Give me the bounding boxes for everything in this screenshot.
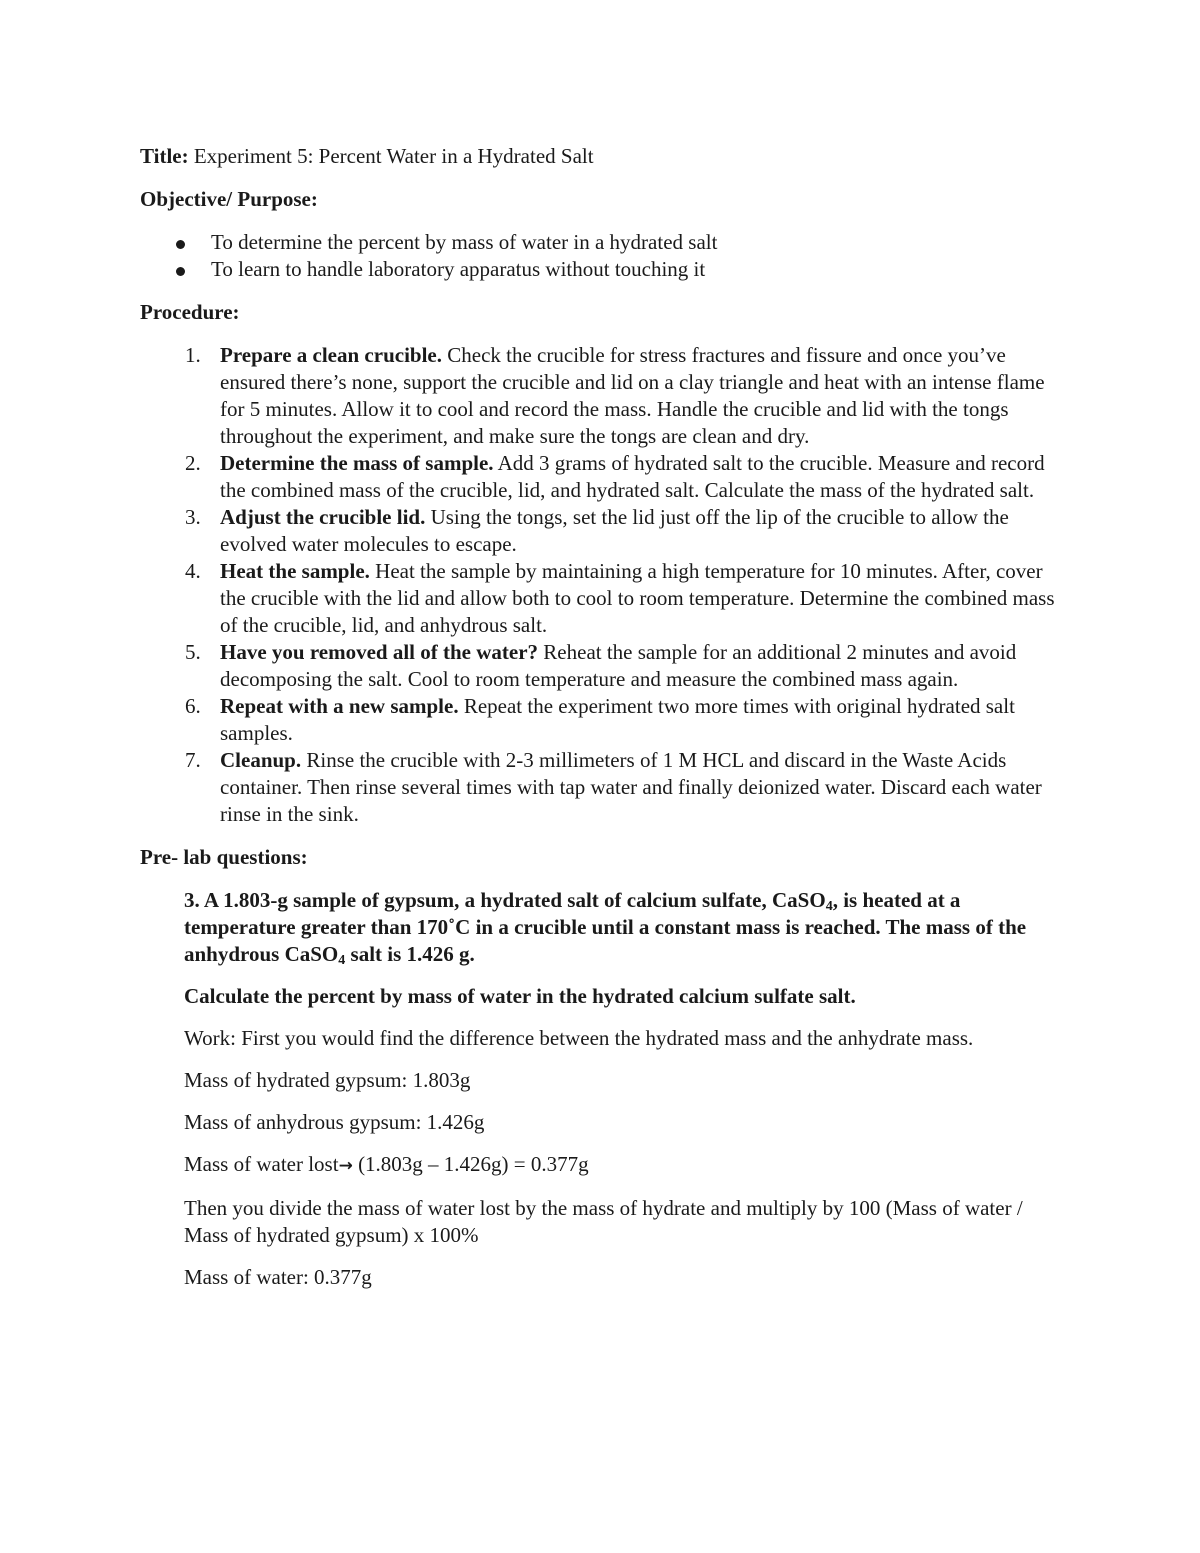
question-text: , is heated at a temperature greater than 170˚C in a crucible until a constant mass is reached. The mass of the anhydrous CaSO — [184, 888, 1027, 966]
procedure-heading: Procedure: — [140, 300, 240, 324]
objective-heading: Objective/ Purpose: — [140, 187, 318, 211]
procedure-step — [140, 747, 1070, 828]
step-title: Determine the mass of sample. — [220, 451, 494, 475]
step-number: 5. — [185, 640, 201, 664]
bullet-icon — [176, 240, 185, 249]
subscript: 4 — [825, 899, 833, 914]
prelab-heading: Pre- lab questions: — [140, 845, 308, 869]
work-text: Work: First you would find the difference between the hydrated mass and the anhydrate mass. — [184, 1026, 974, 1050]
step-text: Heat the sample by maintaining a high temperature for 10 minutes. After, cover the crucible with the lid and allow both to cool to room temperature. Determine the combined mass of the crucible, lid, and anhydrous salt. — [220, 559, 1055, 637]
step-text: Check the crucible for stress fractures and fissure and once you’ve ensured there’s none, support the crucible and lid on a clay triangle and heat with an intense flame for 5 minutes. Allow it to cool and record the mass. Handle the crucible and lid with the tongs throughout the experiment, and make sure the tongs are clean and dry. — [220, 343, 1045, 448]
prelab-task: Calculate the percent by mass of water in the hydrated calcium sulfate salt. — [184, 984, 856, 1008]
step-title: Prepare a clean crucible. — [220, 343, 442, 367]
step-text: Rinse the crucible with 2-3 millimeters of 1 M HCL and discard in the Waste Acids container. Then rinse several times with tap water and finally deionized water. Discard each water rinse in the sink. — [220, 748, 1042, 826]
list-item — [140, 256, 1070, 283]
procedure-step — [140, 558, 1070, 639]
water-lost-line — [184, 1151, 1070, 1180]
step-title: Adjust the crucible lid. — [220, 505, 426, 529]
prelab-body — [140, 887, 1070, 1291]
step-number: 6. — [185, 694, 201, 718]
procedure-step — [140, 342, 1070, 450]
step-number: 7. — [185, 748, 201, 772]
subscript: 4 — [338, 953, 346, 968]
anhydrous-mass-line: Mass of anhydrous gypsum: 1.426g — [184, 1110, 485, 1134]
step-text: Using the tongs, set the lid just off the lip of the crucible to allow the evolved water molecules to escape. — [220, 505, 1009, 556]
step-title: Cleanup. — [220, 748, 302, 772]
procedure-step — [140, 639, 1070, 693]
step-text: Repeat the experiment two more times with original hydrated salt samples. — [220, 694, 1015, 745]
list-item — [140, 229, 1070, 256]
divide-text: Then you divide the mass of water lost by the mass of hydrate and multiply by 100 (Mass of water / Mass of hydrated gypsum) x 100% — [184, 1196, 1023, 1247]
document-page — [140, 143, 1070, 1306]
title-label: Title: — [140, 144, 189, 168]
objective-list — [140, 229, 1070, 283]
step-title: Heat the sample. — [220, 559, 370, 583]
arrow-right-icon: → — [338, 1156, 353, 1176]
title-text: Experiment 5: Percent Water in a Hydrated Salt — [188, 144, 594, 168]
step-number: 2. — [185, 451, 201, 475]
question-text: 3. A 1.803-g sample of gypsum, a hydrated salt of calcium sulfate, CaSO — [184, 888, 826, 912]
step-number: 3. — [185, 505, 201, 529]
bullet-icon — [176, 267, 185, 276]
procedure-step — [140, 504, 1070, 558]
objective-text: To determine the percent by mass of water in a hydrated salt — [211, 230, 718, 254]
water-lost-label: Mass of water lost — [184, 1152, 339, 1176]
procedure-list — [140, 342, 1070, 828]
question-text: salt is 1.426 g. — [345, 942, 475, 966]
hydrated-mass-line: Mass of hydrated gypsum: 1.803g — [184, 1068, 471, 1092]
step-number: 4. — [185, 559, 201, 583]
step-text: Reheat the sample for an additional 2 minutes and avoid decomposing the salt. Cool to room temperature and measure the combined mass again. — [220, 640, 1017, 691]
water-lost-calc: (1.803g – 1.426g) = 0.377g — [352, 1152, 589, 1176]
procedure-step — [140, 450, 1070, 504]
title-line — [140, 143, 1070, 170]
step-number: 1. — [185, 343, 201, 367]
step-title: Have you removed all of the water? — [220, 640, 539, 664]
step-text: Add 3 grams of hydrated salt to the crucible. Measure and record the combined mass of the crucible, lid, and hydrated salt. Calculate the mass of the hydrated salt. — [220, 451, 1045, 502]
objective-text: To learn to handle laboratory apparatus without touching it — [211, 257, 706, 281]
step-title: Repeat with a new sample. — [220, 694, 459, 718]
water-mass-line: Mass of water: 0.377g — [184, 1265, 372, 1289]
prelab-question — [184, 887, 1070, 968]
procedure-step — [140, 693, 1070, 747]
